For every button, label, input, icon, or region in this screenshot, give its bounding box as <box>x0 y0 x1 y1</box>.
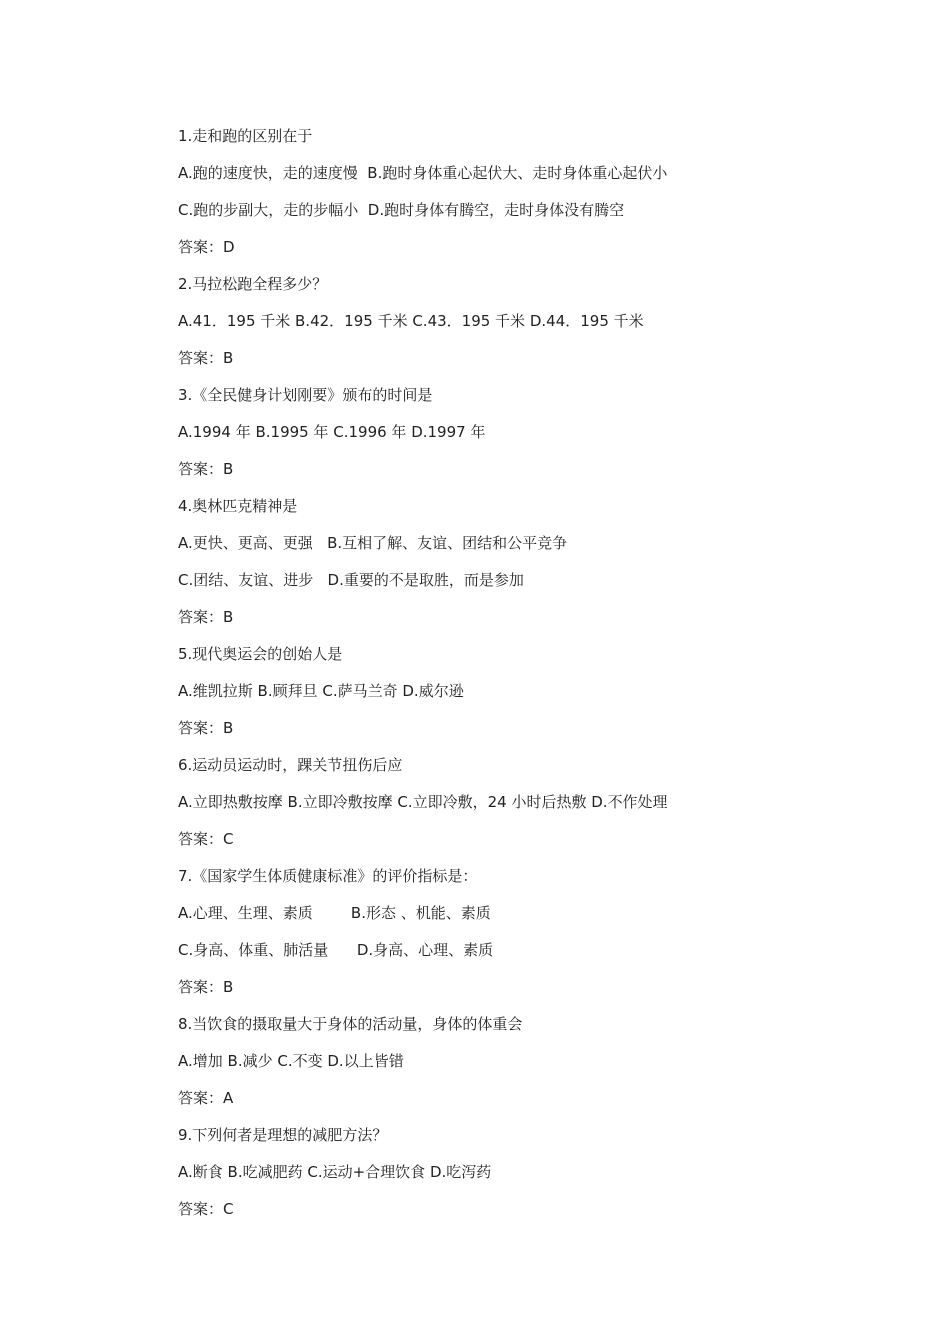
question-options: A.跑的速度快，走的速度慢 B.跑时身体重心起伏大、走时身体重心起伏小 <box>178 164 668 182</box>
question-options: A.立即热敷按摩 B.立即冷敷按摩 C.立即冷敷，24 小时后热敷 D.不作处理 <box>178 793 668 811</box>
question-options: A.维凯拉斯 B.顾拜旦 C.萨马兰奇 D.威尔逊 <box>178 682 464 700</box>
question-stem: 9.下列何者是理想的减肥方法？ <box>178 1126 388 1144</box>
question-options: C.跑的步副大，走的步幅小 D.跑时身体有腾空，走时身体没有腾空 <box>178 201 625 219</box>
question-answer: 答案：B <box>178 349 234 367</box>
question-options: A.断食 B.吃减肥药 C.运动+合理饮食 D.吃泻药 <box>178 1163 492 1181</box>
question-stem: 1.走和跑的区别在于 <box>178 127 313 145</box>
question-answer: 答案：C <box>178 830 234 848</box>
question-options: A.心理、生理、素质 B.形态 、机能、素质 <box>178 904 491 922</box>
question-stem: 2.马拉松跑全程多少？ <box>178 275 328 293</box>
question-answer: 答案：B <box>178 460 234 478</box>
question-3 <box>178 383 898 494</box>
question-answer: 答案：A <box>178 1089 234 1107</box>
question-6 <box>178 753 898 864</box>
question-answer: 答案：B <box>178 978 234 996</box>
question-options: A.1994 年 B.1995 年 C.1996 年 D.1997 年 <box>178 423 486 441</box>
question-2 <box>178 272 898 383</box>
question-options: C.团结、友谊、进步 D.重要的不是取胜，而是参加 <box>178 571 524 589</box>
question-answer: 答案：B <box>178 719 234 737</box>
question-stem: 4.奥林匹克精神是 <box>178 497 298 515</box>
question-stem: 3.《全民健身计划刚要》颁布的时间是 <box>178 386 433 404</box>
question-options: A.增加 B.减少 C.不变 D.以上皆错 <box>178 1052 404 1070</box>
question-5 <box>178 642 898 753</box>
question-1 <box>178 124 898 272</box>
question-options: C.身高、体重、肺活量 D.身高、心理、素质 <box>178 941 494 959</box>
question-answer: 答案：B <box>178 608 234 626</box>
question-9 <box>178 1123 898 1234</box>
question-7 <box>178 864 898 1012</box>
document-page <box>178 124 898 1234</box>
question-options: A.更快、更高、更强 B.互相了解、友谊、团结和公平竞争 <box>178 534 568 552</box>
question-options: A.41．195 千米 B.42．195 千米 C.43．195 千米 D.44．195 千米 <box>178 312 644 330</box>
question-8 <box>178 1012 898 1123</box>
question-stem: 5.现代奥运会的创始人是 <box>178 645 343 663</box>
question-stem: 7.《国家学生体质健康标准》的评价指标是： <box>178 867 478 885</box>
question-stem: 8.当饮食的摄取量大于身体的活动量，身体的体重会 <box>178 1015 523 1033</box>
question-answer: 答案：D <box>178 238 235 256</box>
question-4 <box>178 494 898 642</box>
question-stem: 6.运动员运动时，踝关节扭伤后应 <box>178 756 403 774</box>
question-answer: 答案：C <box>178 1200 234 1218</box>
